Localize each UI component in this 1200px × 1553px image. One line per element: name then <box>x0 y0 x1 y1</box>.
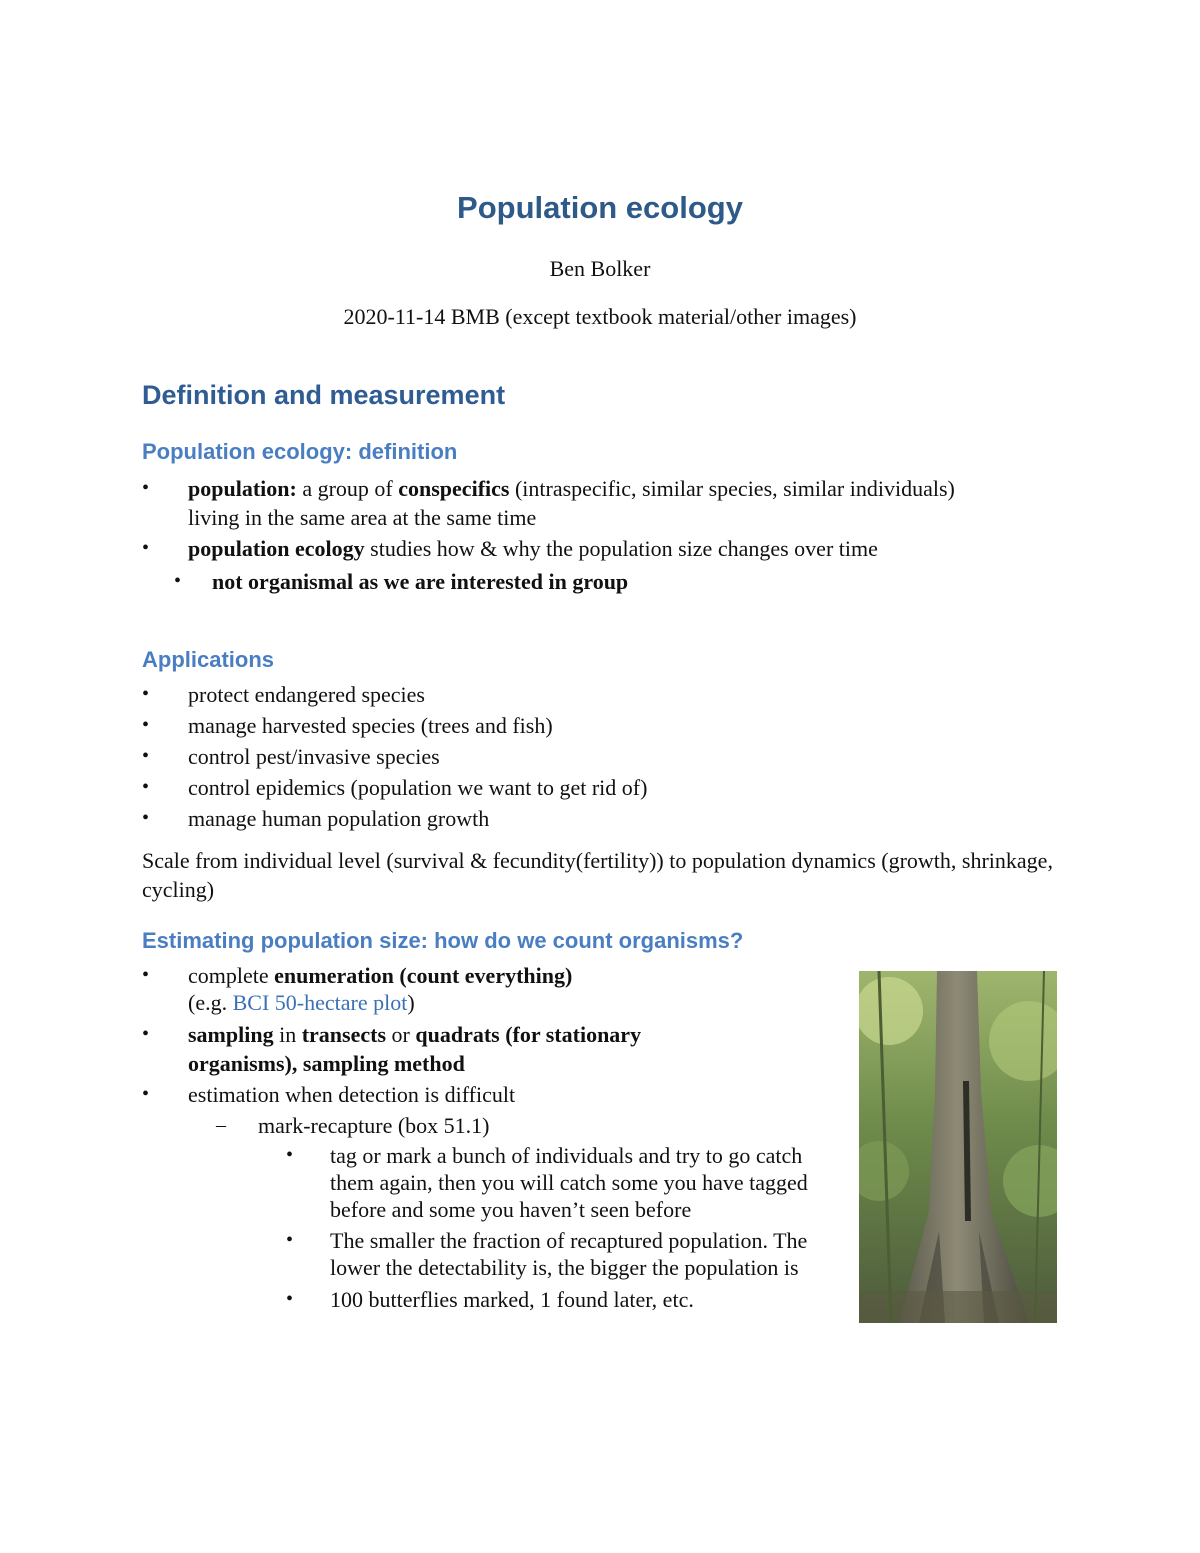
list-item <box>142 474 962 532</box>
section-heading-definition: Definition and measurement <box>142 380 506 410</box>
bullet-icon: • <box>142 1083 150 1105</box>
list-item-text: control epidemics (population we want to get rid of) <box>188 775 648 800</box>
list-item <box>142 1111 842 1140</box>
bullet-icon: • <box>286 1288 294 1310</box>
bullet-icon: • <box>142 537 150 559</box>
term-quadrats: quadrats (for stationary organisms), sampling method <box>188 1022 642 1076</box>
text-segment: mark-recapture (box 51.1) <box>258 1113 490 1138</box>
list-item <box>142 711 962 740</box>
text-segment: a group of <box>296 476 399 501</box>
text-segment: complete <box>188 963 275 988</box>
document-title: Population ecology <box>457 190 743 225</box>
term-population-ecology: population ecology <box>188 536 365 561</box>
term-population: population: <box>188 476 297 501</box>
list-item <box>142 1285 842 1314</box>
list-item <box>142 962 842 1016</box>
bullet-icon: • <box>142 714 150 736</box>
list-item <box>142 1020 728 1078</box>
bci-plot-link[interactable]: BCI 50-hectare plot <box>232 990 408 1015</box>
author-line: Ben Bolker <box>549 256 651 281</box>
dash-icon: – <box>216 1114 226 1136</box>
term-enumeration: enumeration (count everything) <box>274 963 573 988</box>
text-segment: estimation when detection is difficult <box>188 1082 516 1107</box>
list-item-text: manage harvested species (trees and fish) <box>188 713 553 738</box>
list-item <box>142 773 962 802</box>
term-transects: transects <box>301 1022 387 1047</box>
text-segment: 100 butterflies marked, 1 found later, etc. <box>330 1287 694 1312</box>
list-item <box>142 742 962 771</box>
text-segment: in <box>273 1022 302 1047</box>
list-item-text: control pest/invasive species <box>188 744 440 769</box>
list-item <box>142 534 962 563</box>
text-segment: or <box>386 1022 416 1047</box>
bullet-icon: • <box>142 1023 150 1045</box>
subheading-definition: Population ecology: definition <box>142 439 458 464</box>
list-item <box>142 1227 840 1281</box>
bullet-icon: • <box>142 683 150 705</box>
text-segment: studies how & why the population size changes over time <box>364 536 878 561</box>
applications-list <box>142 680 962 833</box>
bullet-icon: • <box>142 776 150 798</box>
bullet-icon: • <box>142 964 150 986</box>
list-item <box>142 1080 842 1109</box>
date-line: 2020-11-14 BMB (except textbook material/other images) <box>343 304 857 329</box>
bullet-icon: • <box>142 745 150 767</box>
subheading-applications: Applications <box>142 647 275 672</box>
subheading-estimating: Estimating population size: how do we count organisms? <box>142 928 744 953</box>
list-item <box>142 1142 810 1223</box>
term-conspecifics: conspecifics <box>398 476 510 501</box>
text-segment: tag or mark a bunch of individuals and try to go catch them again, then you will catch some you have tagged before and some you haven’t seen before <box>330 1143 808 1222</box>
bullet-icon: • <box>286 1229 294 1251</box>
list-item-text: protect endangered species <box>188 682 425 707</box>
list-item <box>142 567 962 596</box>
text-segment: not organismal as we are interested in group <box>212 569 629 594</box>
bullet-icon: • <box>142 807 150 829</box>
estimating-list <box>142 962 842 1314</box>
scale-paragraph: Scale from individual level (survival & fecundity(fertility)) to population dynamics (growth, shrinkage, cycling) <box>142 848 1053 902</box>
term-sampling: sampling <box>188 1022 274 1047</box>
text-segment: ) <box>407 990 415 1015</box>
list-item-text: manage human population growth <box>188 806 490 831</box>
text-segment: The smaller the fraction of recaptured population. The lower the detectability is, the bigger the population is <box>330 1228 808 1280</box>
bullet-icon: • <box>142 477 150 499</box>
text-segment: (e.g. <box>188 990 233 1015</box>
list-item <box>142 680 962 709</box>
bullet-icon: • <box>286 1144 294 1166</box>
text-segment: (intraspecific, similar species, similar individuals) living in the same area at the same time <box>188 476 955 530</box>
list-item <box>142 804 962 833</box>
forest-tree-photo <box>859 971 1057 1323</box>
bullet-icon: • <box>174 570 182 592</box>
definition-list <box>142 474 962 596</box>
